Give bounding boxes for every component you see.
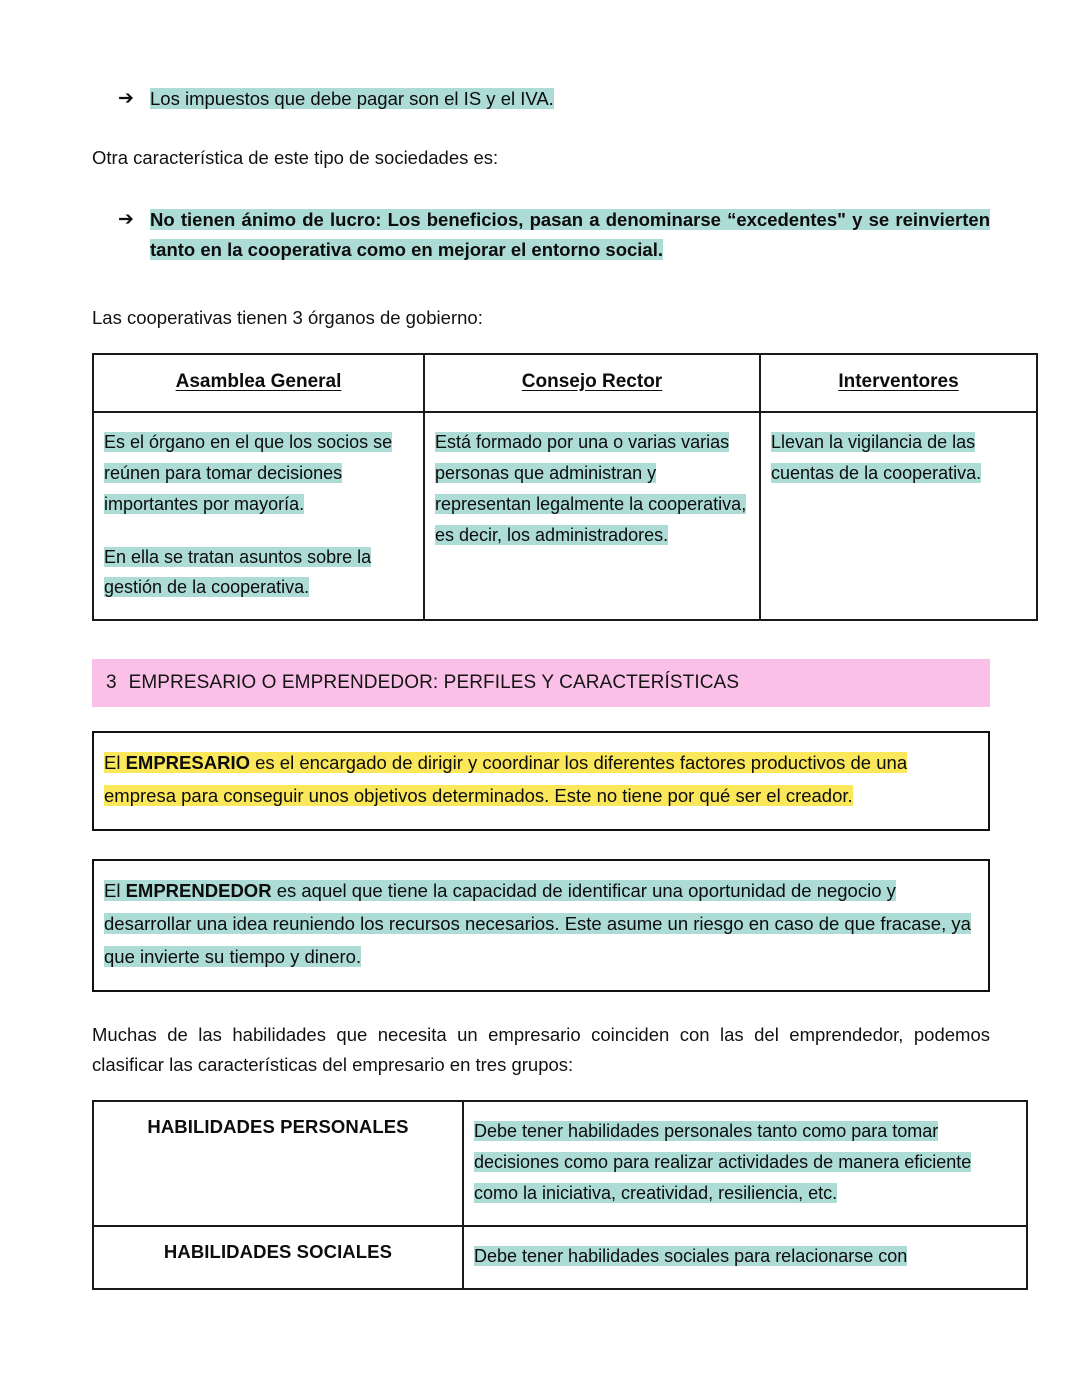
bullet-no-profit <box>92 205 990 265</box>
cell-paragraph <box>104 427 413 520</box>
skill-desc-personales <box>463 1101 1027 1226</box>
emprendedor-highlight <box>104 880 971 967</box>
empresario-highlight <box>104 752 907 806</box>
cell-highlight: En ella se tratan asuntos sobre la gestión de la cooperativa. <box>104 546 372 598</box>
cell-highlight: Está formado por una o varias varias personas que administran y representan legalmente la cooperativa, es decir, los administradores. <box>435 431 747 545</box>
spacer <box>92 707 990 731</box>
emprendedor-lead: El <box>104 880 126 902</box>
intro-line: Otra característica de este tipo de sociedades es: <box>92 146 499 168</box>
table-row <box>93 1226 1027 1289</box>
emprendedor-definition-box <box>92 859 990 992</box>
empresario-rest: es el encargado de dirigir y coordinar los diferentes factores productivos de una empresa para conseguir unos objetivos determinados. Este no tiene por qué ser el creador. <box>104 752 908 807</box>
table-header-row <box>93 354 1037 412</box>
emprendedor-paragraph <box>104 875 980 974</box>
bullet-taxes-text <box>150 84 990 114</box>
cell-highlight: Llevan la vigilancia de las cuentas de la cooperativa. <box>771 431 982 483</box>
skills-table <box>92 1100 1028 1290</box>
table-row <box>93 1101 1027 1226</box>
section-number: 3 <box>106 672 117 694</box>
cell-highlight: Es el órgano en el que los socios se reúnen para tomar decisiones importantes por mayoría. <box>104 431 393 514</box>
cell-paragraph <box>474 1241 1016 1272</box>
skill-name-personales: HABILIDADES PERSONALES <box>93 1101 463 1226</box>
emprendedor-term: EMPRENDEDOR <box>125 880 272 902</box>
table-header-cell <box>760 354 1037 412</box>
bullet-no-profit-highlight: No tienen ánimo de lucro: Los beneficios, pasan a denominarse “excedentes" y se reinvierten tanto en la cooperativa como en mejorar el entorno social. <box>150 208 990 260</box>
spacer <box>92 831 990 859</box>
cell-highlight: Debe tener habilidades personales tanto como para tomar decisiones como para realizar actividades de manera eficiente como la iniciativa, creatividad, resiliencia, etc. <box>474 1120 972 1203</box>
table-row <box>93 412 1037 621</box>
organs-lead-in: Las cooperativas tienen 3 órganos de gobierno: <box>92 306 483 328</box>
bullet-taxes <box>92 84 990 115</box>
emprendedor-rest: es aquel que tiene la capacidad de identificar una oportunidad de negocio y desarrollar una idea reuniendo los recursos necesarios. Este asume un riesgo en caso de que fracase, ya que invierte su tiempo y dinero. <box>104 880 971 968</box>
cell-paragraph <box>474 1116 1016 1209</box>
spacer <box>92 1080 990 1100</box>
cell-paragraph <box>104 542 413 604</box>
skills-lead-in: Muchas de las habilidades que necesita un empresario coinciden con las del emprendedor, podemos clasificar las características del empresario en tres grupos: <box>92 1024 990 1075</box>
cell-paragraph <box>771 427 1026 489</box>
bullet-taxes-highlight: Los impuestos que debe pagar son el IS y el IVA. <box>150 88 554 109</box>
cell-highlight: Debe tener habilidades sociales para relacionarse con <box>474 1245 908 1266</box>
spacer <box>92 333 990 353</box>
organ-header-consejo: Consejo Rector <box>521 370 663 392</box>
organs-table <box>92 353 1038 622</box>
organ-header-asamblea: Asamblea General <box>175 370 342 392</box>
spacer <box>92 621 990 659</box>
cell-paragraph <box>435 427 749 551</box>
spacer <box>92 992 990 1020</box>
arrow-bullet-icon: ➔ <box>118 208 134 230</box>
table-cell-interventores <box>760 412 1037 621</box>
skill-name-sociales: HABILIDADES SOCIALES <box>93 1226 463 1289</box>
skill-desc-sociales <box>463 1226 1027 1289</box>
spacer <box>92 265 990 303</box>
table-cell-consejo <box>424 412 760 621</box>
section-title: EMPRESARIO O EMPRENDEDOR: PERFILES Y CARACTERÍSTICAS <box>128 672 740 694</box>
bullet-no-profit-text <box>150 205 990 265</box>
empresario-definition-box <box>92 731 990 831</box>
spacer <box>92 115 990 143</box>
empresario-lead: El <box>104 752 126 774</box>
table-header-cell <box>424 354 760 412</box>
table-cell-asamblea <box>93 412 424 621</box>
empresario-term: EMPRESARIO <box>125 752 250 774</box>
table-header-cell <box>93 354 424 412</box>
document-content <box>92 84 990 1290</box>
organ-header-interventores: Interventores <box>838 370 959 392</box>
spacer <box>92 173 990 205</box>
section-banner <box>92 659 990 707</box>
arrow-bullet-icon: ➔ <box>118 88 134 109</box>
empresario-paragraph <box>104 747 980 813</box>
